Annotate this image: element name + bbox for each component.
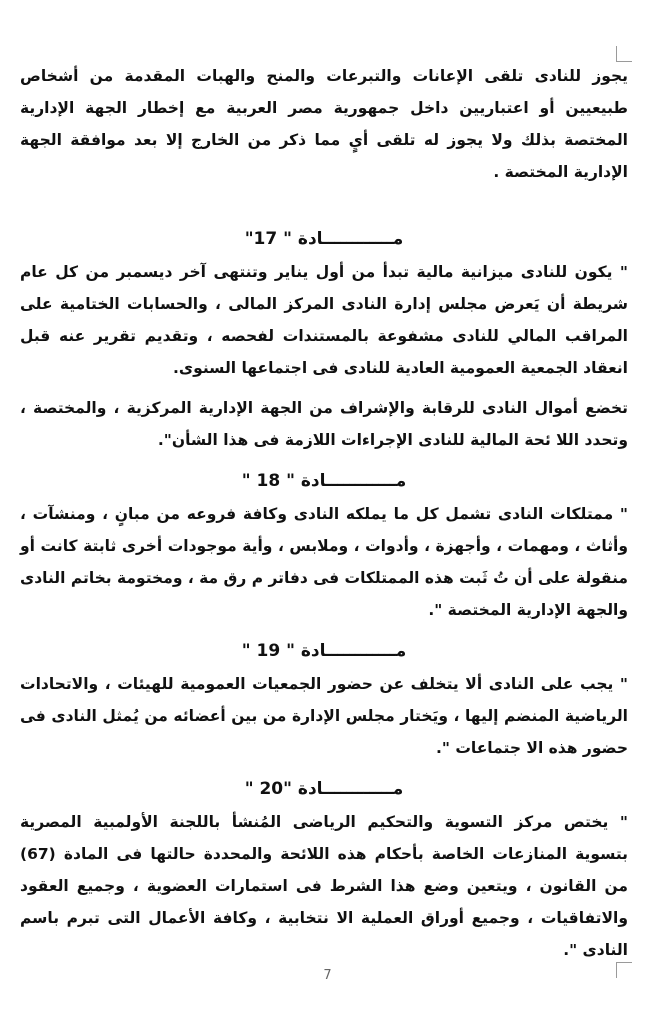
article-18-paragraph: " ممتلكات النادى تشمل كل ما يملكه النادى وكافة فروعه من مبانٍ ، ومنشآت ، وأثاث ، ومهمات ، وأجهزة ، وأدوات ، وملابس ، وأية موجودات أخرى ثابتة كانت أو منقولة على أن تُ ثَبت هذه الممتلكات فى دفاتر م رق مة ، ومختومة بخاتم النادى والجهة الإدارية المختصة ".	[20, 505, 628, 619]
article-20-heading: مــــــــــــادة "20 "	[244, 779, 404, 799]
article-17-heading: مــــــــــــادة " 17"	[244, 229, 404, 249]
article-18-heading: مــــــــــــادة " 18 "	[241, 471, 407, 491]
article-19-paragraph: " يجب على النادى ألا يتخلف عن حضور الجمعيات العمومية للهيئات ، والاتحادات الرياضية المنضم إليها ، ويَختار مجلس الإدارة من بين أعضائه من يُمثل النادى فى حضور هذه الا جتماعات ".	[20, 675, 628, 757]
page-number: 7	[323, 968, 332, 983]
document-body	[20, 60, 628, 966]
intro-paragraph: يجوز للنادى تلقى الإعانات والتبرعات والمنح والهبات المقدمة من أشخاص طبيعيين أو اعتباريين داخل جمهورية مصر العربية مع إخطار الجهة الإدارية المختصة بذلك ولا يجوز له تلقى أيٍ مما ذكر من الخارج إلا بعد موافقة الجهة الإدارية المختصة .	[20, 67, 628, 181]
article-20-paragraph: " يختص مركز التسوية والتحكيم الرياضى المُنشأ باللجنة الأولمبية المصرية بتسوية المنازعات الخاصة بأحكام هذه اللائحة والمحددة حالتها فى المادة (67) من القانون ، ويتعين وضع هذا الشرط فى استمارات العضوية ، وجميع العقود والاتفاقيات ، وجميع أوراق العملية الا نتخابية ، وكافة الأعمال التى تبرم باسم النادى ".	[20, 813, 628, 959]
article-17-paragraph-2: تخضع أموال النادى للرقابة والإشراف من الجهة الإدارية المركزية ، والمختصة ، وتحدد اللا ئحة المالية للنادى الإجراءات اللازمة فى هذا الشأن".	[20, 399, 628, 449]
article-17-paragraph-1: " يكون للنادى ميزانية مالية تبدأ من أول يناير وتنتهى آخر ديسمبر من كل عام شريطة أن يَعرض مجلس إدارة النادى المركز المالى ، والحسابات الختامية على المراقب المالي للنادى مشفوعة بالمستندات لفحصه ، وتقديم تقرير عنه قبل انعقاد الجمعية العمومية العادية للنادى فى اجتماعها السنوى.	[20, 263, 628, 377]
article-19-heading: مــــــــــــادة " 19 "	[241, 641, 407, 661]
